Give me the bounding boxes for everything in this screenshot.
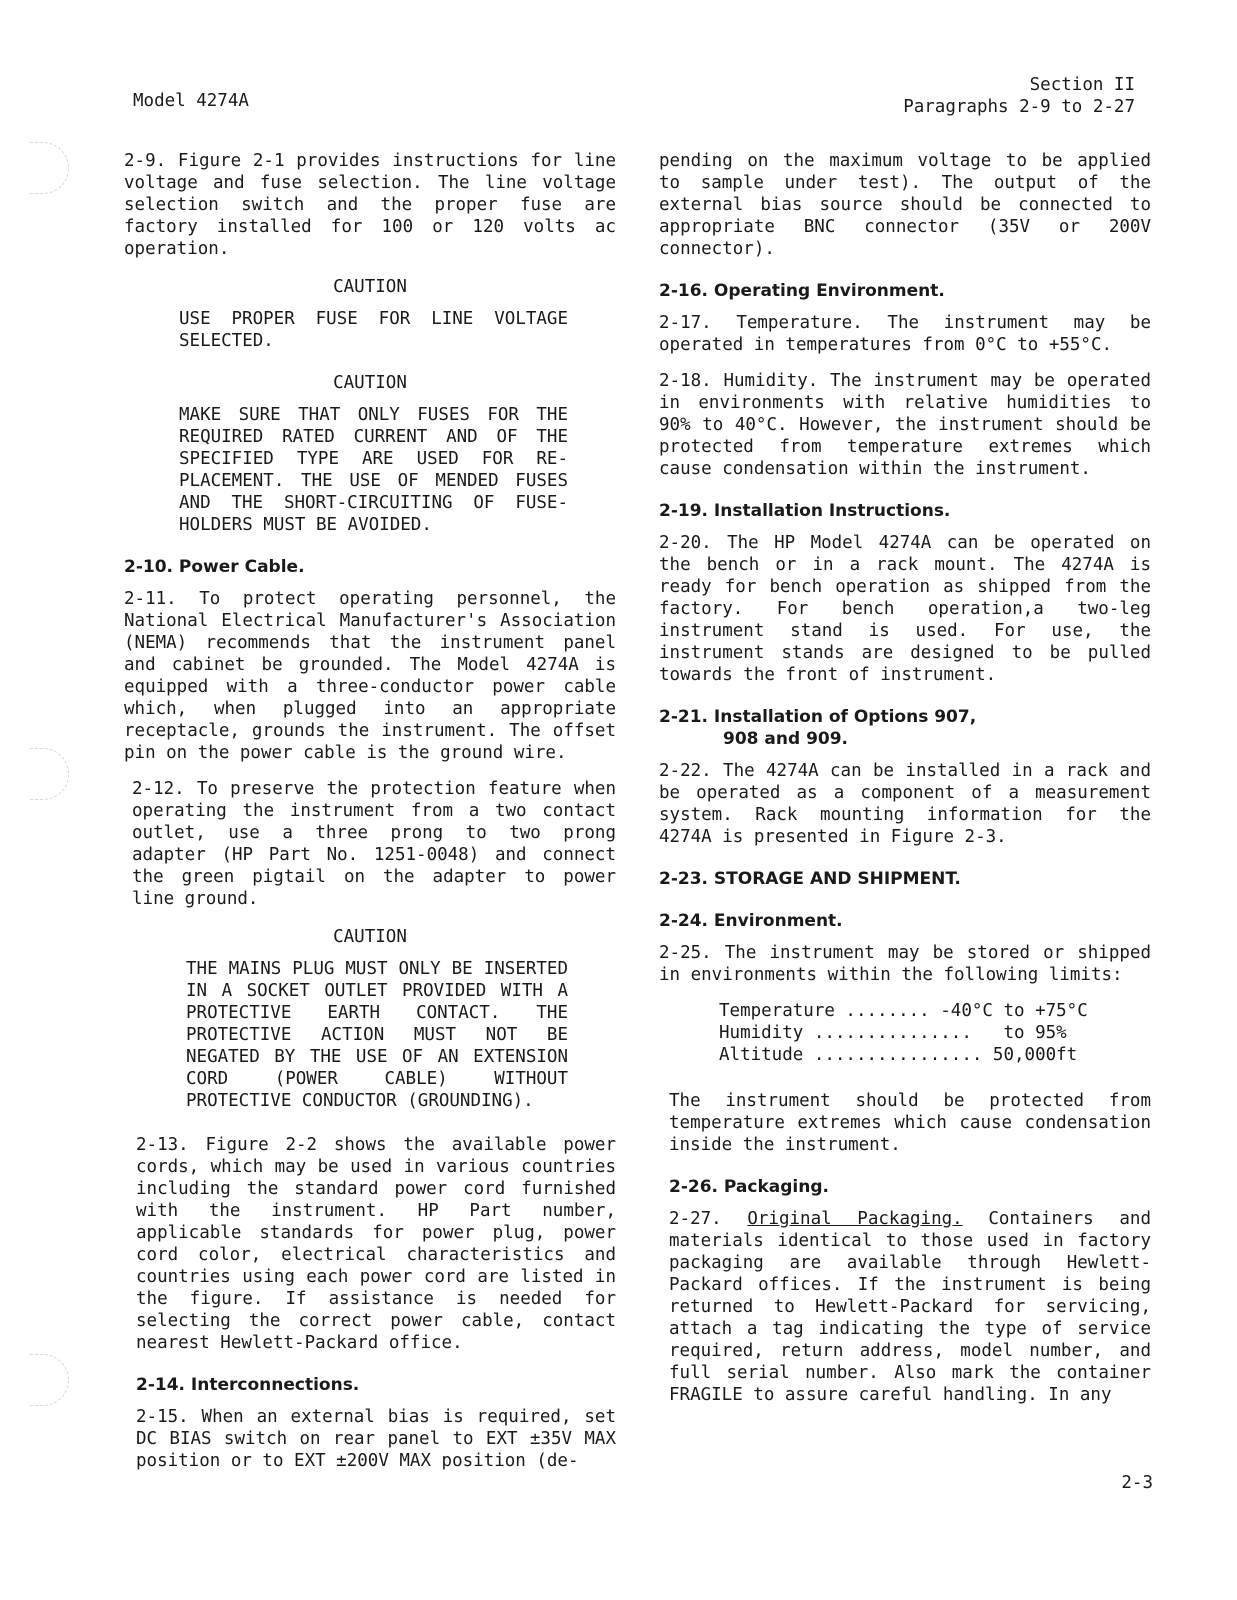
heading-2-21 — [659, 706, 1151, 750]
paragraph-2-20: 2-20. The HP Model 4274A can be operated on the bench or in a rack mount. The 4274A is ready for bench operation as shipped from the factory. For bench operation,a two-leg instrument stand is used. For use, the instrument stands are designed to be pulled towards the front of instrument. — [659, 533, 1151, 685]
paragraph-2-13: 2-13. Figure 2-2 shows the available power cords, which may be used in various countries including the standard power cord furnished with the instrument. HP Part number, applicable standards for power plug, power cord color, electrical characteristics and countries using each power cord are listed in the figure. If assistance is needed for selecting the correct power cable, contact nearest Hewlett-Packard office. — [136, 1135, 616, 1353]
caution-text: THE MAINS PLUG MUST ONLY BE INSERTED IN A SOCKET OUTLET PROVIDED WITH A PROTECTIVE EARTH CONTACT. THE PROTECTIVE ACTION MUST NOT BE NEGATED BY THE USE OF AN EXTENSION CORD (POWER CABLE) WITHOUT PROTECTIVE CONDUCTOR (GROUNDING). — [186, 959, 568, 1111]
paragraph-2-17: 2-17. Temperature. The instrument may be operated in temperatures from 0°C to +55°C. — [659, 313, 1151, 355]
heading-2-21-line2: 908 and 909. — [723, 729, 849, 749]
header-section: Section II — [1029, 75, 1135, 95]
paragraph-2-22: 2-22. The 4274A can be installed in a rack and be operated as a component of a measurement system. Rack mounting information for the 4274A is presented in Figure 2-3. — [659, 761, 1151, 847]
storage-limits-table — [719, 1000, 1151, 1066]
limit-row-humidity: Humidity ............... to 95% — [719, 1023, 1067, 1043]
heading-2-14: 2-14. Interconnections. — [136, 1375, 360, 1395]
binder-hole-bottom — [30, 1354, 69, 1406]
paragraph-2-11: 2-11. To protect operating personnel, the National Electrical Manufacturer's Association (NEMA) recommends that the instrument panel and cabinet be grounded. The Model 4274A is equipped with a three-conductor power cable which, when plugged into an appropriate receptacle, grounds the instrument. The offset pin on the power cable is the ground wire. — [124, 589, 616, 763]
heading-2-10: 2-10. Power Cable. — [124, 557, 305, 577]
heading-2-24: 2-24. Environment. — [659, 911, 843, 931]
paragraph-2-9: 2-9. Figure 2-1 provides instructions for line voltage and fuse selection. The line voltage selection switch and the proper fuse are factory installed for 100 or 120 volts ac operation. — [124, 151, 616, 259]
binder-hole-top — [30, 142, 69, 194]
heading-2-23: 2-23. STORAGE AND SHIPMENT. — [659, 869, 961, 889]
caution-text: USE PROPER FUSE FOR LINE VOLTAGE SELECTED. — [179, 309, 568, 351]
paragraph-2-15-continued: pending on the maximum voltage to be applied to sample under test). The output of the external bias source should be connected to appropriate BNC connector (35V or 200V connector). — [659, 151, 1151, 259]
paragraph-2-27-title: Original Packaging. — [747, 1209, 963, 1229]
paragraph-2-15: 2-15. When an external bias is required, set DC BIAS switch on rear panel to EXT ±35V MAX position or to EXT ±200V MAX position (de- — [136, 1407, 616, 1471]
limit-row-altitude: Altitude ................ 50,000ft — [719, 1045, 1078, 1065]
paragraph-2-12: 2-12. To preserve the protection feature when operating the instrument from a two contact outlet, use a three prong to two prong adapter (HP Part No. 1251-0048) and connect the green pigtail on the adapter to power line ground. — [132, 779, 616, 909]
binder-hole-middle — [30, 748, 69, 800]
caution-text: MAKE SURE THAT ONLY FUSES FOR THE REQUIRED RATED CURRENT AND OF THE SPECIFIED TYPE ARE USED FOR RE-PLACEMENT. THE USE OF MENDED FUSES AND THE SHORT-CIRCUITING OF FUSE-HOLDERS MUST BE AVOIDED. — [179, 405, 568, 535]
paragraph-storage-protection: The instrument should be protected from temperature extremes which cause condensation inside the instrument. — [669, 1091, 1151, 1155]
paragraph-2-27-text: Containers and materials identical to those used in factory packaging are available through Hewlett-Packard offices. If the instrument is being returned to Hewlett-Packard for servicing, attach a tag indicating the type of service required, return address, model number, and full serial number. Also mark the container FRAGILE to assure careful handling. In any — [669, 1209, 1151, 1405]
header-model: Model 4274A — [133, 91, 249, 111]
caution-title: CAUTION — [333, 277, 407, 297]
heading-2-19: 2-19. Installation Instructions. — [659, 501, 951, 521]
paragraph-2-18: 2-18. Humidity. The instrument may be operated in environments with relative humidities to 90% to 40°C. However, the instrument should be protected from temperature extremes which cause condensation within the instrument. — [659, 371, 1151, 479]
left-column — [124, 150, 616, 1486]
paragraph-2-27-number: 2-27. — [669, 1209, 722, 1229]
heading-2-26: 2-26. Packaging. — [669, 1177, 829, 1197]
header-section-block — [903, 74, 1135, 118]
caution-title: CAUTION — [333, 373, 407, 393]
header-paragraphs: Paragraphs 2-9 to 2-27 — [903, 97, 1135, 117]
heading-2-16: 2-16. Operating Environment. — [659, 281, 945, 301]
page-number: 2-3 — [1121, 1473, 1153, 1493]
right-column — [659, 150, 1151, 1420]
heading-2-21-line1: 2-21. Installation of Options 907, — [659, 707, 977, 727]
caution-title: CAUTION — [333, 927, 407, 947]
paragraph-2-25: 2-25. The instrument may be stored or shipped in environments within the following limits: — [659, 943, 1151, 985]
limit-row-temperature: Temperature ........ -40°C to +75°C — [719, 1001, 1088, 1021]
paragraph-2-27 — [669, 1208, 1151, 1406]
